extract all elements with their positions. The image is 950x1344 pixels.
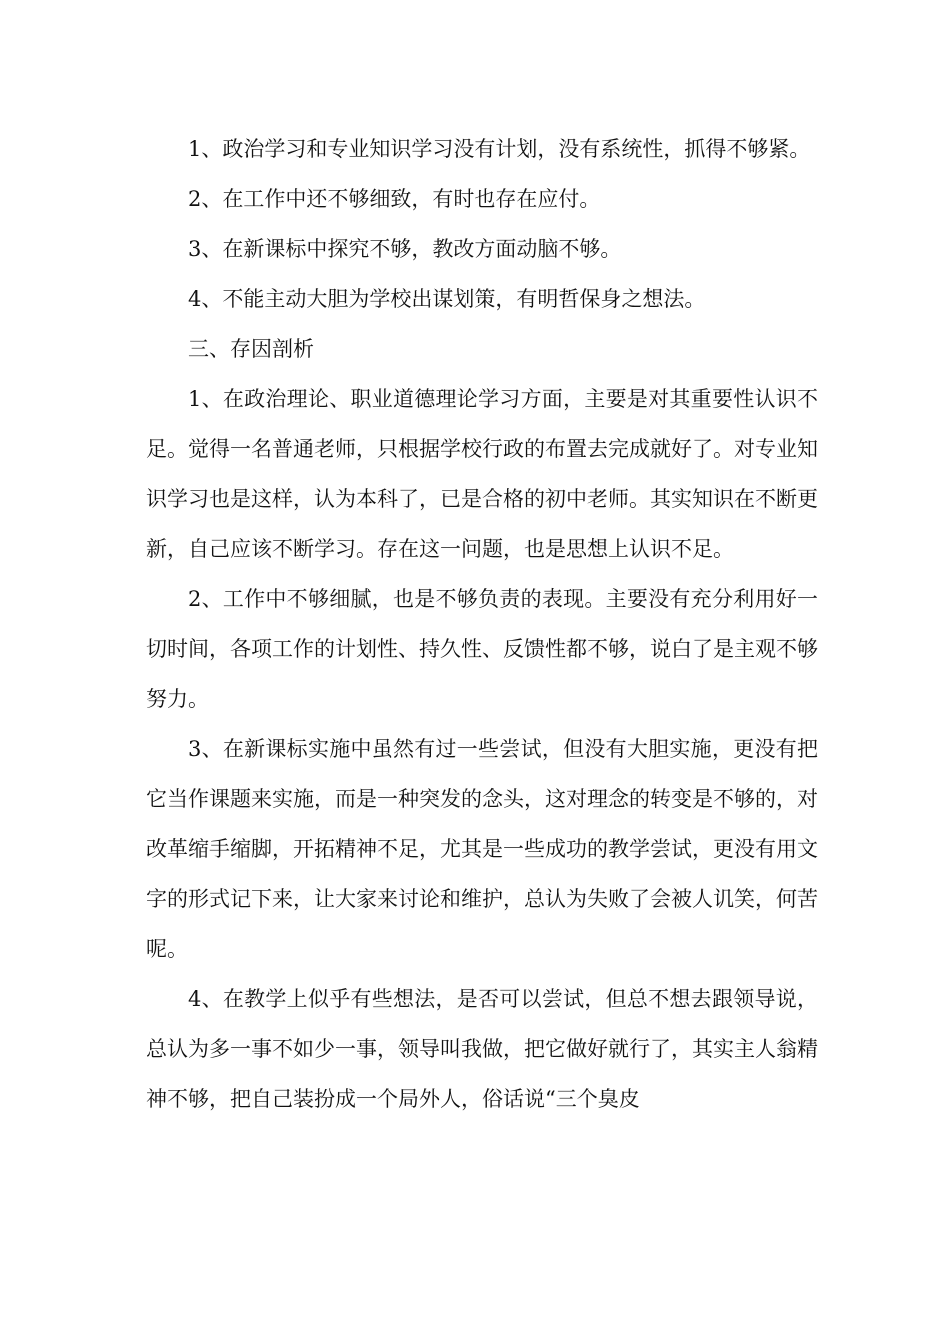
section-heading: 三、存因剖析 bbox=[188, 337, 314, 361]
paragraph-1: 1、政治学习和专业知识学习没有计划，没有系统性，抓得不够紧。 bbox=[188, 137, 811, 161]
paragraph-3: 3、在新课标中探究不够，教改方面动脑不够。 bbox=[188, 237, 622, 261]
document-body bbox=[146, 124, 818, 1124]
paragraph-6: 2、工作中不够细腻，也是不够负责的表现。主要没有充分利用好一切时间，各项工作的计划性、持久性、反馈性都不够，说白了是主观不够努力。 bbox=[146, 587, 818, 711]
paragraph-7: 3、在新课标实施中虽然有过一些尝试，但没有大胆实施，更没有把它当作课题来实施，而是一种突发的念头，这对理念的转变是不够的，对改革缩手缩脚，开拓精神不足，尤其是一些成功的教学尝试，更没有用文字的形式记下来，让大家来讨论和维护，总认为失败了会被人讥笑，何苦呢。 bbox=[146, 737, 818, 961]
paragraph-2: 2、在工作中还不够细致，有时也存在应付。 bbox=[188, 187, 601, 211]
paragraph-5: 1、在政治理论、职业道德理论学习方面，主要是对其重要性认识不足。觉得一名普通老师，只根据学校行政的布置去完成就好了。对专业知识学习也是这样，认为本科了，已是合格的初中老师。其实知识在不断更新，自己应该不断学习。存在这一问题，也是思想上认识不足。 bbox=[146, 387, 818, 561]
paragraph-8: 4、在教学上似乎有些想法，是否可以尝试，但总不想去跟领导说，总认为多一事不如少一事，领导叫我做，把它做好就行了，其实主人翁精神不够，把自己装扮成一个局外人，俗话说“三个臭皮 bbox=[146, 987, 818, 1111]
paragraph-4: 4、不能主动大胆为学校出谋划策，有明哲保身之想法。 bbox=[188, 287, 706, 311]
